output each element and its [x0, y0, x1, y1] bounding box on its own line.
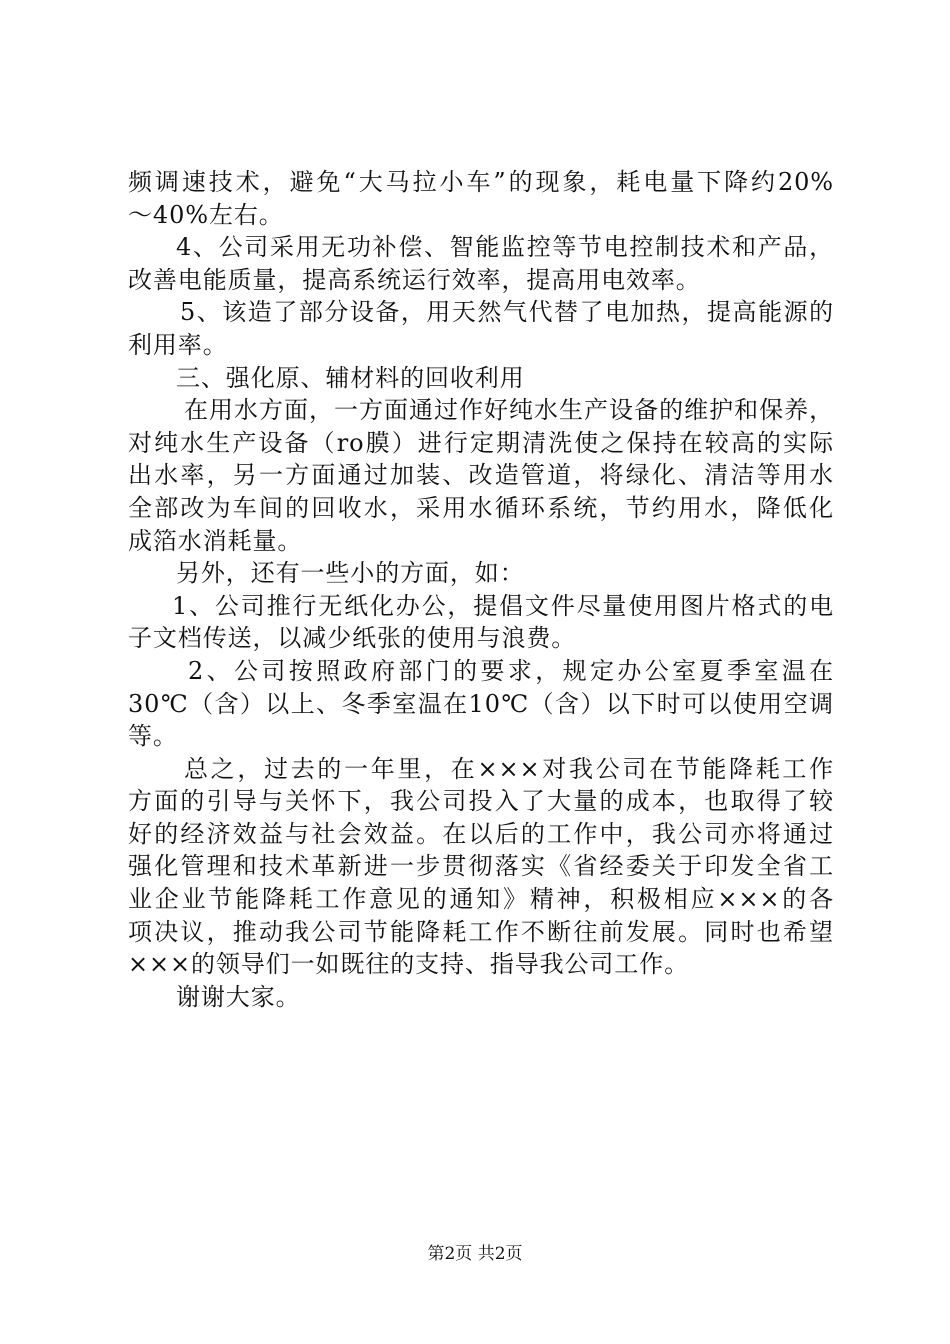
text-line: 业企业节能降耗工作意见的通知》精神，积极相应×××的各 — [128, 885, 834, 914]
text-line: 在用水方面，一方面通过作好纯水生产设备的维护和保养， — [184, 396, 834, 425]
document-body — [128, 166, 834, 1013]
text-line: 强化管理和技术革新进一步贯彻落实《省经委关于印发全省工 — [128, 852, 834, 881]
text-line: 项决议，推动我公司节能降耗工作不断往前发展。同时也希望 — [128, 917, 834, 946]
text-line: 5、该造了部分设备，用天然气代替了电加热，提高能源的 — [180, 298, 834, 327]
text-line: 利用率。 — [128, 330, 228, 359]
text-line: 4、公司采用无功补偿、智能监控等节电控制技术和产品， — [176, 233, 834, 262]
text-line: 另外，还有一些小的方面，如： — [176, 559, 525, 588]
text-line: 改善电能质量，提高系统运行效率，提高用电效率。 — [128, 265, 701, 294]
text-line: 1、公司推行无纸化办公，提倡文件尽量使用图片格式的电 — [172, 591, 834, 620]
text-line: 频调速技术，避免“大马拉小车”的现象，耗电量下降约20% — [128, 168, 834, 196]
text-line: 成箔水消耗量。 — [128, 526, 303, 555]
text-line: 对纯水生产设备（ro膜）进行定期清洗使之保持在较高的实际 — [128, 428, 834, 457]
text-line: 等。 — [128, 722, 178, 751]
text-line: 好的经济效益与社会效益。在以后的工作中，我公司亦将通过 — [128, 819, 834, 848]
section-heading: 三、强化原、辅材料的回收利用 — [176, 363, 525, 392]
text-line: 30℃（含）以上、冬季室温在10℃（含）以下时可以使用空调 — [128, 689, 834, 718]
text-line: 全部改为车间的回收水，采用水循环系统，节约用水，降低化 — [128, 493, 834, 522]
text-line: 子文档传送，以减少纸张的使用与浪费。 — [128, 624, 577, 653]
text-line: ～40%左右。 — [128, 200, 284, 229]
text-line: 谢谢大家。 — [176, 982, 301, 1011]
text-line: 出水率，另一方面通过加装、改造管道，将绿化、清洁等用水 — [128, 461, 834, 490]
page-number-footer: 第2页 共2页 — [427, 1244, 523, 1264]
text-line: 2、公司按照政府部门的要求，规定办公室夏季室温在 — [188, 656, 834, 685]
text-line: ×××的领导们一如既往的支持、指导我公司工作。 — [128, 950, 690, 979]
text-line: 方面的引导与关怀下，我公司投入了大量的成本，也取得了较 — [128, 787, 834, 816]
text-line: 总之，过去的一年里，在×××对我公司在节能降耗工作 — [184, 754, 834, 783]
